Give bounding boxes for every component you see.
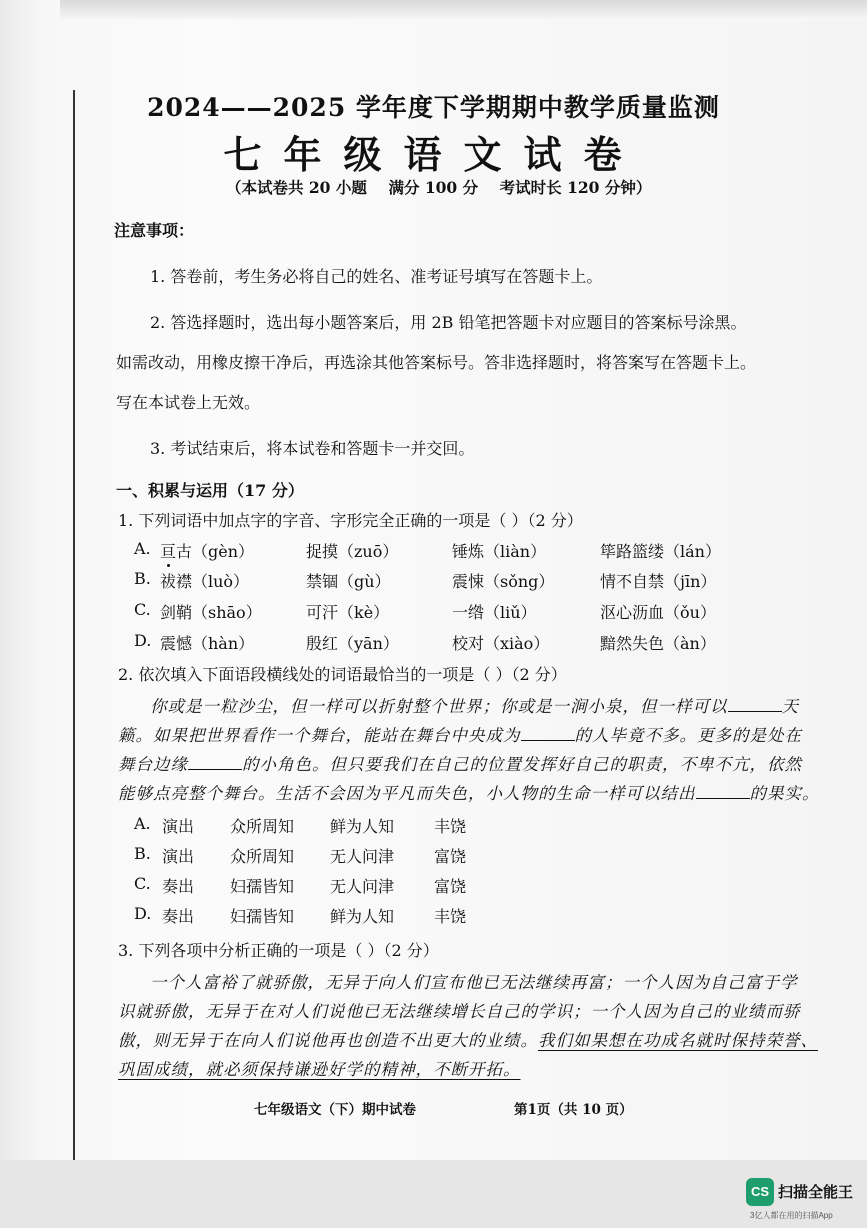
- q2-option-c-word-3: 无人问津: [330, 877, 395, 896]
- q2-option-d-word-1: 奏出: [162, 907, 195, 926]
- q2-stem: 2. 依次填入下面语段横线处的词语最恰当的一项是（ ）（2 分）: [118, 665, 567, 684]
- q1-option-c-word-3: 一绺（liǔ）: [452, 603, 537, 622]
- notice-item-2-line1: 2. 答选择题时，选出每小题答案后，用 2B 铅笔把答题卡对应题目的答案标号涂黑。: [150, 313, 747, 332]
- q1-option-d-label: D.: [134, 631, 152, 650]
- q2-option-b-word-2: 众所周知: [230, 847, 295, 866]
- watermark-app-name: 扫描全能王: [778, 1184, 854, 1201]
- q3-passage-line1: 一个人富裕了就骄傲，无异于向人们宣布他已无法继续再富；一个人因为自己富于学: [150, 973, 798, 992]
- q1-option-a-word-2: 捉摸（zuō）: [306, 542, 399, 561]
- footer-title: 七年级语文（下）期中试卷: [254, 1102, 416, 1118]
- q1-option-a-label: A.: [134, 539, 151, 558]
- q2-option-d-word-3: 鲜为人知: [330, 907, 395, 926]
- watermark-tagline: 3亿人都在用的扫描App: [750, 1211, 833, 1220]
- notice-item-2-line3: 写在本试卷上无效。: [116, 393, 261, 412]
- q1-stem: 1. 下列词语中加点字的字音、字形完全正确的一项是（ ）（2 分）: [118, 511, 583, 530]
- q2-option-a-word-1: 演出: [162, 817, 195, 836]
- q1-option-d-word-4: 黯然失色（àn）: [600, 634, 716, 653]
- footer-page-number: 第1页（共 10 页）: [514, 1102, 633, 1118]
- binding-margin-line: [73, 90, 75, 1160]
- q2-passage-line1: 你或是一粒沙尘，但一样可以折射整个世界；你或是一涧小泉，但一样可以 天: [150, 697, 799, 716]
- q2-blank-4: [696, 784, 750, 799]
- notice-item-3: 3. 考试结束后，将本试卷和答题卡一并交回。: [150, 439, 475, 458]
- q3-passage-line3: 傲，则无异于在向人们说他再也创造不出更大的业绩。我们如果想在功成名就时保持荣誉、: [118, 1031, 818, 1050]
- q2-option-d-label: D.: [134, 904, 152, 923]
- q2-blank-2: [521, 726, 575, 741]
- q3-underlined-sentence-start: 我们如果想在功成名就时保持荣誉、: [538, 1031, 818, 1050]
- q2-passage-line3: 舞台边缘 的小角色。但只要我们在自己的位置发挥好自己的职责，不卑不亢，依然: [118, 755, 802, 774]
- q2-option-a-word-4: 丰饶: [434, 817, 467, 836]
- exam-subtitle: （本试卷共 20 小题 满分 100 分 考试时长 120 分钟）: [226, 178, 652, 197]
- q1-a1-dotted-char: 亘: [160, 542, 177, 561]
- q1-option-c-word-2: 可汗（kè）: [306, 603, 390, 622]
- q3-passage-line2: 识就骄傲，无异于在对人们说他已无法继续增长自己的学识；一个人因为自己的业绩而骄: [118, 1002, 801, 1021]
- q2-option-a-word-2: 众所周知: [230, 817, 295, 836]
- section-1-heading: 一、积累与运用（17 分）: [116, 481, 304, 500]
- q1-option-b-word-4: 情不自禁（jīn）: [600, 572, 717, 591]
- q2-option-c-label: C.: [134, 874, 151, 893]
- q1-option-b-word-3: 震悚（sǒng）: [452, 572, 555, 591]
- q2-option-c-word-1: 奏出: [162, 877, 195, 896]
- q2-option-b-word-3: 无人问津: [330, 847, 395, 866]
- notice-item-2-line2: 如需改动，用橡皮擦干净后，再选涂其他答案标号。答非选择题时，将答案写在答题卡上。: [116, 353, 757, 372]
- q2-option-b-word-1: 演出: [162, 847, 195, 866]
- exam-title-line2: 七年级语文试卷: [223, 132, 644, 177]
- notice-heading: 注意事项：: [114, 221, 195, 240]
- q1-option-b-word-1: 祓襟（luò）: [160, 572, 250, 591]
- q2-blank-1: [728, 697, 782, 712]
- q2-passage-line4: 能够点亮整个舞台。生活不会因为平凡而失色，小人物的生命一样可以结出 的果实。: [118, 784, 820, 803]
- q1-option-d-word-2: 殷红（yān）: [306, 634, 399, 653]
- q1-option-c-word-1: 剑鞘（shāo）: [160, 603, 262, 622]
- q2-option-d-word-4: 丰饶: [434, 907, 467, 926]
- q2-option-d-word-2: 妇孺皆知: [230, 907, 295, 926]
- q2-option-c-word-4: 富饶: [434, 877, 467, 896]
- q2-option-a-word-3: 鲜为人知: [330, 817, 395, 836]
- q3-passage-line4-underlined: 巩固成绩，就必须保持谦逊好学的精神，不断开拓。: [118, 1060, 521, 1079]
- q1-option-c-word-4: 沤心沥血（ǒu）: [600, 603, 716, 622]
- scan-top-shadow: [60, 0, 867, 20]
- q1-option-d-word-3: 校对（xiào）: [452, 634, 550, 653]
- q2-option-c-word-2: 妇孺皆知: [230, 877, 295, 896]
- notice-item-1: 1. 答卷前，考生务必将自己的姓名、准考证号填写在答题卡上。: [150, 267, 603, 286]
- scanner-watermark: [746, 1178, 860, 1222]
- q2-option-b-label: B.: [134, 844, 151, 863]
- q1-option-a-word-3: 锤炼（liàn）: [452, 542, 547, 561]
- exam-title-line1: 2024——2025 学年度下学期期中教学质量监测: [147, 93, 720, 122]
- q2-blank-3: [188, 755, 242, 770]
- q3-stem: 3. 下列各项中分析正确的一项是（ ）（2 分）: [118, 941, 439, 960]
- q1-option-b-word-2: 禁锢（gù）: [306, 572, 391, 591]
- scan-bottom-margin: [0, 1160, 867, 1228]
- q1-option-a-word-1: 亘古（gèn）: [160, 542, 255, 561]
- camscanner-logo: CS: [746, 1178, 774, 1206]
- q2-option-a-label: A.: [134, 814, 151, 833]
- q2-option-b-word-4: 富饶: [434, 847, 467, 866]
- q2-passage-line2: 籁。如果把世界看作一个舞台，能站在舞台中央成为 的人毕竟不多。更多的是处在: [118, 726, 802, 745]
- q1-option-b-label: B.: [134, 569, 151, 588]
- q1-option-a-word-4: 筚路篮缕（lán）: [600, 542, 721, 561]
- q1-option-c-label: C.: [134, 600, 151, 619]
- q1-option-d-word-1: 震憾（hàn）: [160, 634, 255, 653]
